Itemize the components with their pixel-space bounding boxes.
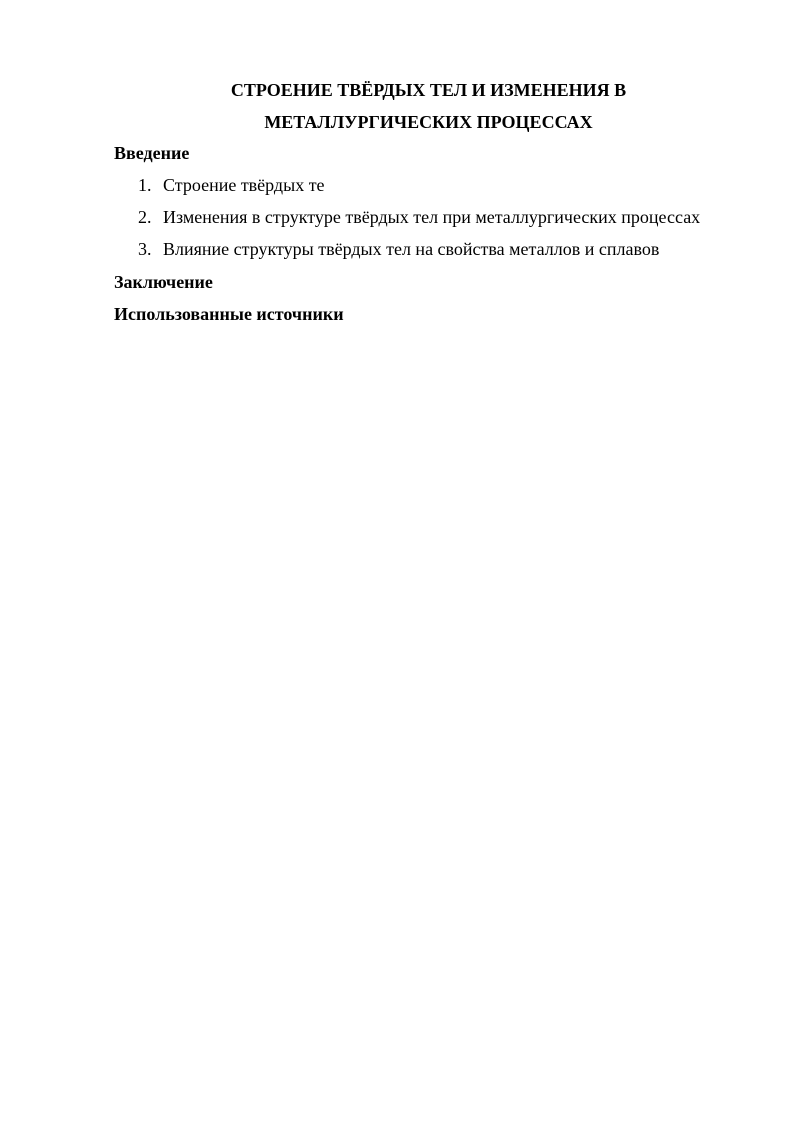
toc-item-text: Строение твёрдых те — [163, 175, 325, 195]
title-line-1: СТРОЕНИЕ ТВЁРДЫХ ТЕЛ И ИЗМЕНЕНИЯ В — [230, 80, 627, 100]
conclusion-heading: Заключение — [114, 272, 213, 292]
toc-item-text: Влияние структуры твёрдых тел на свойства металлов и сплавов — [163, 239, 660, 259]
intro-heading: Введение — [114, 143, 190, 163]
toc-item-number: 1. — [138, 175, 152, 195]
toc-item-number: 3. — [138, 239, 152, 259]
sources-heading: Использованные источники — [114, 304, 344, 324]
document-title — [114, 74, 743, 138]
title-line-2: МЕТАЛЛУРГИЧЕСКИХ ПРОЦЕССАХ — [264, 112, 593, 132]
toc-item-text: Изменения в структуре твёрдых тел при металлургических процессах — [163, 207, 701, 227]
toc-item-number: 2. — [138, 207, 152, 227]
